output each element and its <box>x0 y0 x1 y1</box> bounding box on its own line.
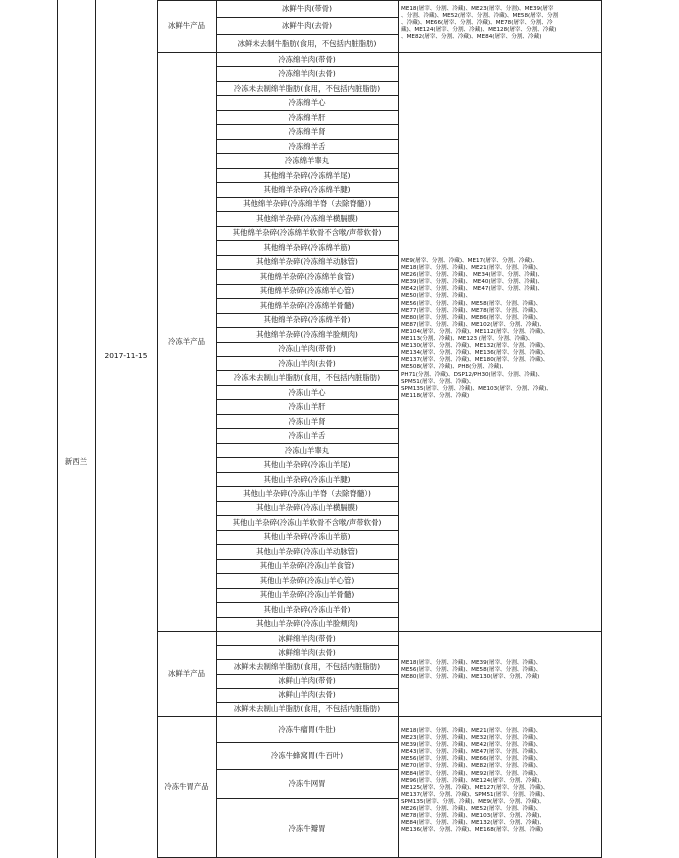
product-item-cell: 冷冻山羊睾丸 <box>284 445 330 455</box>
product-item-cell: 冷冻山羊肉(去骨) <box>278 358 336 368</box>
section-divider <box>157 716 601 717</box>
item-row-divider <box>216 769 398 770</box>
registration-codes-cell: ME9(屠宰、分割、冷藏)、ME17(屠宰、分割、冷藏)、 ME18(屠宰、分割、冷藏)、ME21(屠宰、分割、冷藏)、 ME26(屠宰、分割、冷藏)、 ME34(屠宰、分割、冷藏)、 ME39(屠宰、分割、冷藏)、 ME40(屠宰、分割、冷藏)、 ME42(屠宰、分割、冷藏)、 ME47(屠宰、分割、冷藏)、 ME50(屠宰、分割、冷藏)、 ME56(屠宰、分割、冷藏)、ME58(屠宰、分割、冷藏)、 ME77(屠宰、分割、冷藏)、ME78(屠宰、分割、冷藏)、 ME80(屠宰、分割、冷藏)、ME86(屠宰、分割、冷藏)、 ME87(屠宰、分割、冷藏)、ME102(屠宰、分割、冷藏)、 ME104(屠宰、分割、冷藏)、ME112(屠宰、分割、冷藏)、 ME113(分割、冷藏)、ME123 (屠宰、分割、冷藏)、 ME130(屠宰、分割、冷藏)、ME132(屠宰、分割、冷藏)、 ME134(屠宰、分割、冷藏)、ME136(屠宰、分割、冷藏)、 ME137(屠宰、分割、冷藏)、ME180(屠宰、分割、冷藏)、 ME508(屠宰、冷藏)、PH8(分割、冷藏)、 PH71(分割、冷藏)、DSP12/PH30(屠宰、分割、冷藏)、 SPM51(屠宰、分割、冷藏)、 SPM135(屠宰、分割、冷藏)、ME103(屠宰、分割、冷藏)、 ME118(屠宰、分割、冷藏) <box>401 258 552 399</box>
product-item-cell: 冷冻山羊肉(带骨) <box>278 344 336 354</box>
product-item-cell: 冷冻山羊肝 <box>288 402 326 412</box>
product-item-cell: 其他绵羊杂碎(冷冻绵羊骨) <box>263 315 351 325</box>
category-cell: 冰鲜羊产品 <box>168 668 205 678</box>
item-row-divider <box>216 269 398 270</box>
item-row-divider <box>216 798 398 799</box>
product-item-cell: 冷冻山羊舌 <box>288 431 326 441</box>
product-item-cell: 其他绵羊杂碎(冷冻绵羊脸颊肉) <box>256 329 358 339</box>
category-cell: 冷冻牛胃产品 <box>164 782 209 791</box>
product-item-cell: 其他山羊杂碎(冷冻山羊食管) <box>259 561 355 571</box>
item-row-divider <box>216 515 398 516</box>
product-item-cell: 冷冻山羊肾 <box>288 416 326 426</box>
product-item-cell: 其他山羊杂碎(冷冻山羊骨) <box>263 604 351 614</box>
item-row-divider <box>216 544 398 545</box>
product-item-cell: 冷冻绵羊肉(去骨) <box>278 69 336 79</box>
product-item-cell: 其他绵羊杂碎(冷冻绵羊尾) <box>263 170 351 180</box>
country-cell: 新西兰 <box>64 457 88 466</box>
product-item-cell: 冷冻绵羊舌 <box>288 141 326 151</box>
product-item-cell: 冷冻牛瓣胃 <box>288 823 326 833</box>
section-divider <box>157 0 601 1</box>
product-item-cell: 其他山羊杂碎(冷冻山羊尾) <box>263 460 351 470</box>
product-item-cell: 冷冻牛蜂窝胃(牛百叶) <box>270 751 344 760</box>
product-item-cell: 其他山羊杂碎(冷冻山羊骨髓) <box>259 590 355 600</box>
product-item-cell: 其他山羊杂碎(冷冻山羊软骨不含喉/声带软骨) <box>232 517 382 527</box>
item-row-divider <box>216 486 398 487</box>
product-item-cell: 冷冻绵羊肉(带骨) <box>278 54 336 64</box>
item-row-divider <box>216 66 398 67</box>
product-item-cell: 冷冻未去制绵羊脂肪(食用，不包括内脏脂肪) <box>233 83 381 93</box>
product-item-cell: 其他山羊杂碎(冷冻山羊动脉管) <box>256 546 358 556</box>
registration-codes-cell: ME18(屠宰、分割、冷藏)、ME21(屠宰、分割、冷藏)、 ME23(屠宰、分割、冷藏)、ME32(屠宰、分割、冷藏)、 ME39(屠宰、分割、冷藏)、ME42(屠宰、分割、冷藏)、 ME43(屠宰、分割、冷藏)、ME47(屠宰、分割、冷藏)、 ME56(屠宰、分割、冷藏)、ME66(屠宰、分割、冷藏)、 ME70(屠宰、分割、冷藏)、ME82(屠宰、分割、冷藏)、 ME84(屠宰、分割、冷藏)、ME92(屠宰、分割、冷藏)、 ME96(屠宰、分割、冷藏)、ME124(屠宰、分割、冷藏)、 ME125(屠宰、分割、冷藏)、ME127(屠宰、分割、冷藏)、 ME137(屠宰、分割、冷藏)、SPM51(屠宰、分割、冷藏)、 SPM135(屠宰、分割、冷藏)、ME9(屠宰、分割、冷藏)、 ME26(屠宰、分割、冷藏)、ME52(屠宰、分割、冷藏)、 ME78(屠宰、分割、冷藏)、ME103(屠宰、分割、冷藏)、 ME84(屠宰、分割、冷藏)、ME132(屠宰、分割、冷藏)、 ME136(屠宰、分割、冷藏)、ME168(屠宰、分割、冷藏) <box>401 728 549 834</box>
item-row-divider <box>216 34 398 35</box>
item-row-divider <box>216 428 398 429</box>
product-item-cell: 其他绵羊杂碎(冷冻绵羊软骨不含喉/声带软骨) <box>232 228 382 238</box>
product-item-cell: 冰鲜未去制山羊脂肪(食用，不包括内脏脂肪) <box>233 704 381 714</box>
product-item-cell: 其他绵羊杂碎(冷冻绵羊食管) <box>259 271 355 281</box>
item-row-divider <box>216 124 398 125</box>
product-item-cell: 其他山羊杂碎(冷冻山羊横膈膜) <box>256 503 358 513</box>
product-item-cell: 其他绵羊杂碎(冷冻绵羊动脉管) <box>256 257 358 267</box>
item-row-divider <box>216 211 398 212</box>
category-cell: 冷冻羊产品 <box>168 336 205 346</box>
item-row-divider <box>216 153 398 154</box>
product-item-cell: 冷冻牛瘤胃(牛肚) <box>278 724 336 734</box>
product-item-cell: 冰鲜山羊肉(去骨) <box>278 690 336 700</box>
product-item-cell: 冷冻绵羊肝 <box>288 112 326 122</box>
product-item-cell: 其他绵羊杂碎(冷冻绵羊腱) <box>263 185 351 194</box>
product-item-cell: 其他绵羊杂碎(冷冻绵羊横膈膜) <box>256 213 358 223</box>
product-item-cell: 其他绵羊杂碎(冷冻绵羊筋) <box>263 242 351 252</box>
table-right-border <box>601 0 602 858</box>
product-item-cell: 冷冻牛网胃 <box>288 779 326 788</box>
product-item-cell: 冷冻山羊心 <box>288 387 326 397</box>
item-row-divider <box>216 95 398 96</box>
product-item-cell: 其他山羊杂碎(冷冻山羊筋) <box>263 532 351 542</box>
product-item-cell: 其他山羊杂碎(冷冻山羊脊（去除脊髓）) <box>243 488 371 498</box>
item-row-divider <box>216 17 398 18</box>
product-item-cell: 冰鲜绵羊肉(带骨) <box>278 633 336 643</box>
item-row-divider <box>216 659 398 660</box>
product-item-cell: 冷冻绵羊心 <box>288 98 326 108</box>
product-item-cell: 其他绵羊杂碎(冷冻绵羊脊（去除脊髓）) <box>243 199 371 209</box>
item-row-divider <box>216 457 398 458</box>
column-divider-category <box>157 0 158 858</box>
product-item-cell: 其他山羊杂碎(冷冻山羊脸颊肉) <box>256 619 358 629</box>
item-row-divider <box>216 182 398 183</box>
column-divider-codes <box>398 0 399 858</box>
product-item-cell: 冷冻绵羊肾 <box>288 127 326 137</box>
product-item-cell: 其他山羊杂碎(冷冻山羊心管) <box>259 575 355 585</box>
table-left-border <box>57 0 58 858</box>
registration-codes-cell: ME18(屠宰、分割、冷藏)、ME39(屠宰、分割、冷藏)、 ME56(屠宰、分割、冷藏)、ME58(屠宰、分割、冷藏)、 ME80(屠宰、分割、冷藏)、ME130(屠宰、分割、冷藏) <box>401 660 542 681</box>
product-item-cell: 其他绵羊杂碎(冷冻绵羊心管) <box>259 286 355 296</box>
product-item-cell: 冰鲜牛肉(带骨) <box>281 4 333 13</box>
product-item-cell: 其他山羊杂碎(冷冻山羊腱) <box>263 474 351 484</box>
registration-codes-cell: ME18(屠宰、分割、冷藏)、ME23(屠宰、分割)、ME39(屠宰 、分割、冷藏)、ME52(屠宰、分割、冷藏)、ME58(屠宰、分割 、冷藏)、ME66(屠宰、分割、冷藏)、ME78(屠宰、分割、冷 藏)、ME124(屠宰、分割、冷藏)、ME128(屠宰、分割、冷藏) 、ME82(屠宰、分割、冷藏)、ME84(屠宰、分割、冷藏) <box>401 6 559 41</box>
product-item-cell: 冰鲜牛肉(去骨) <box>281 21 333 30</box>
product-item-cell: 冰鲜绵羊肉(去骨) <box>278 647 336 657</box>
item-row-divider <box>216 370 398 371</box>
product-item-cell: 其他绵羊杂碎(冷冻绵羊骨髓) <box>259 300 355 310</box>
product-item-cell: 冷冻绵羊睾丸 <box>284 156 330 166</box>
category-cell: 冰鲜牛产品 <box>168 21 205 30</box>
column-divider-date <box>95 0 96 858</box>
product-item-cell: 冰鲜未去制绵羊脂肪(食用，不包括内脏脂肪) <box>233 661 381 671</box>
product-item-cell: 冰鲜未去制牛脂肪(食用，不包括内脏脂肪) <box>237 38 377 48</box>
product-item-cell: 冰鲜山羊肉(带骨) <box>278 676 336 686</box>
product-item-cell: 冷冻未去制山羊脂肪(食用，不包括内脏脂肪) <box>233 373 381 383</box>
date-cell: 2017-11-15 <box>104 351 148 360</box>
item-row-divider <box>216 742 398 743</box>
item-row-divider <box>216 240 398 241</box>
item-row-divider <box>216 399 398 400</box>
